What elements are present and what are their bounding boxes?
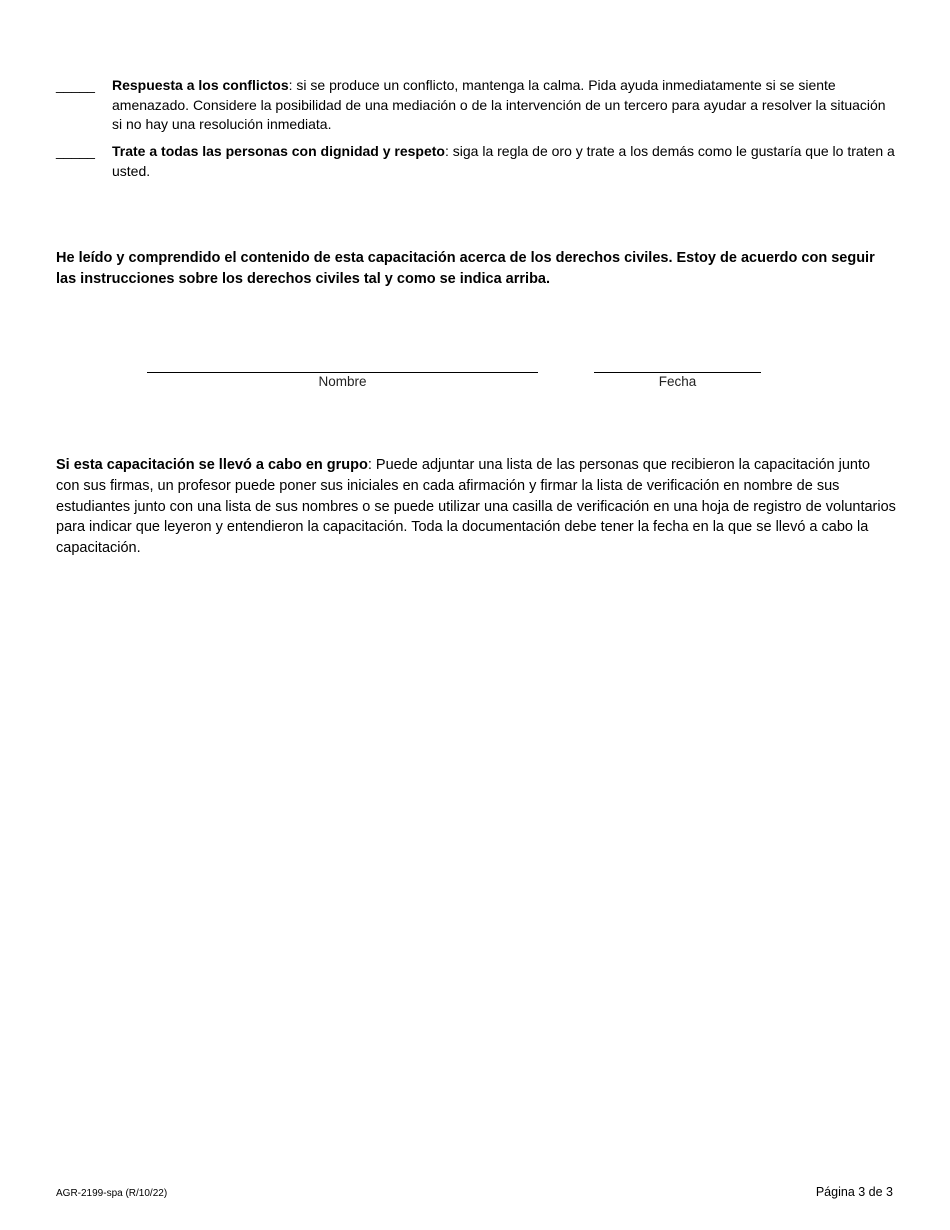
page-number: Página 3 de 3	[815, 1185, 893, 1199]
checklist-item-conflicts	[56, 76, 896, 135]
checklist-item-body: : siga la regla de oro y trate a los demás como le gustaría que lo traten a usted.	[112, 143, 895, 179]
name-signature-line[interactable]	[147, 372, 538, 373]
name-label: Nombre	[318, 374, 367, 389]
group-note-title: Si esta capacitación se llevó a cabo en grupo	[56, 457, 368, 473]
group-training-note	[56, 455, 896, 559]
initials-blank[interactable]: _____	[56, 77, 95, 93]
date-signature-line[interactable]	[594, 372, 761, 373]
checklist-item-dignity	[56, 142, 896, 181]
checklist-item-text	[112, 76, 896, 135]
initials-blank[interactable]: _____	[56, 143, 95, 159]
date-label: Fecha	[658, 374, 697, 389]
acknowledgement-statement: He leído y comprendido el contenido de esta capacitación acerca de los derechos civiles. Estoy de acuerdo con seguir las instrucciones sobre los derechos civiles tal y como se indica arriba.	[56, 250, 875, 287]
checklist-item-text	[112, 142, 896, 181]
checklist-item-title: Respuesta a los conflictos	[112, 77, 289, 93]
checklist-item-body: : si se produce un conflicto, mantenga la calma. Pida ayuda inmediatamente si se siente amenazado. Considere la posibilidad de una mediación o de la intervención de un tercero para ayudar a resolver la situación si no hay una resolución inmediata.	[112, 77, 886, 132]
group-note-body: : Puede adjuntar una lista de las personas que recibieron la capacitación junto con sus firmas, un profesor puede poner sus iniciales en cada afirmación y firmar la lista de verificación en nombre de sus estudiantes junto con una lista de sus nombres o se puede utilizar una casilla de verificación en una hoja de registro de voluntarios para indicar que leyeron y entendieron la capacitación. Toda la documentación debe tener la fecha en la que se llevó a cabo la capacitación.	[56, 457, 896, 557]
form-id: AGR-2199-spa (R/10/22)	[56, 1188, 168, 1199]
checklist-item-title: Trate a todas las personas con dignidad y respeto	[112, 143, 445, 159]
